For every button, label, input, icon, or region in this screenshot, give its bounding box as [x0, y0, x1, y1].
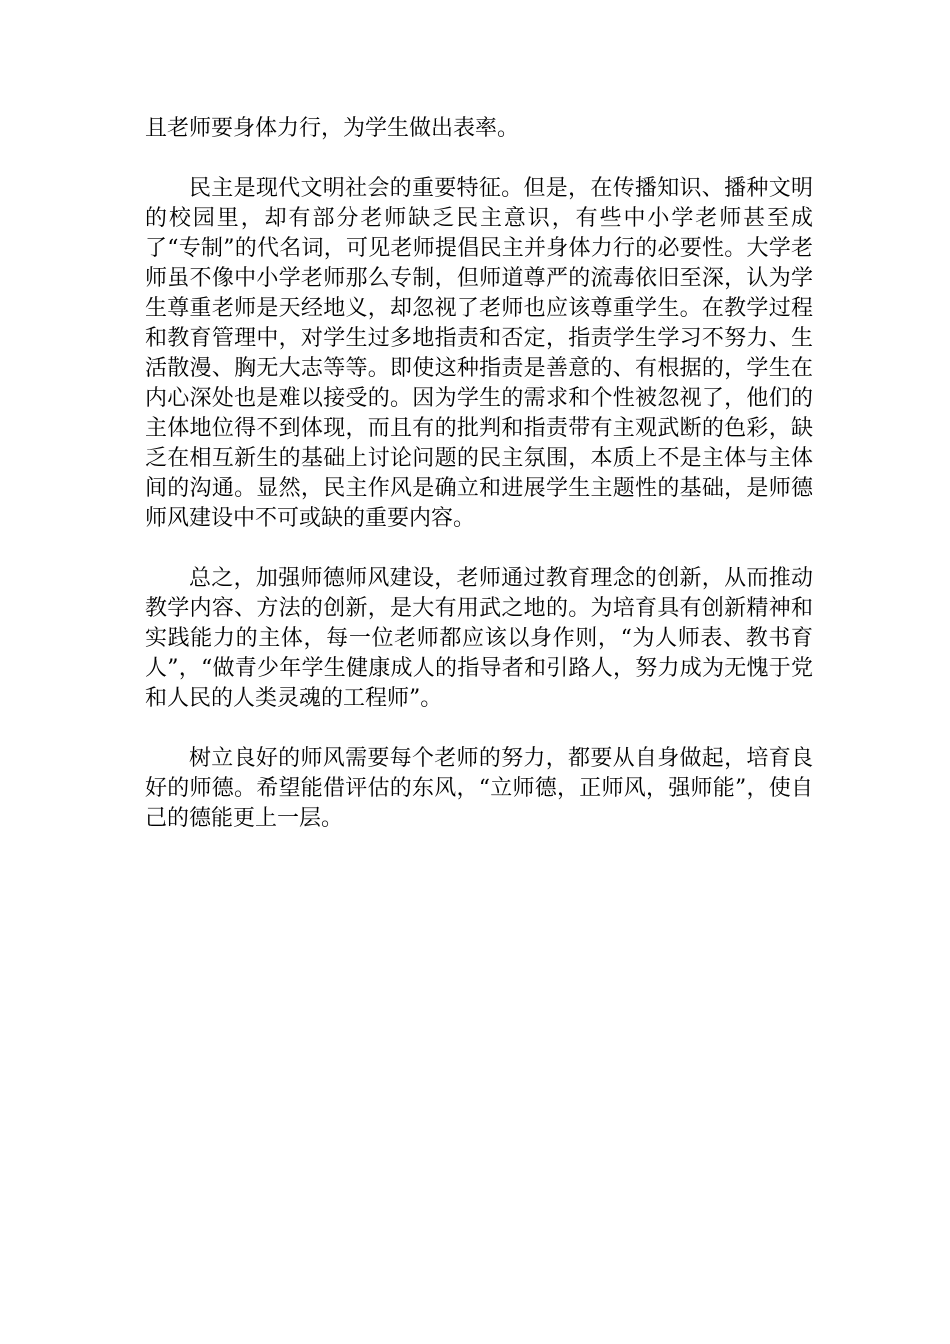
paragraph-gap: [145, 714, 813, 744]
paragraph-gap: [145, 144, 813, 174]
paragraph-democracy: 民主是现代文明社会的重要特征。但是，在传播知识、播种文明的校园里，却有部分老师缺乏民主意识，有些中小学老师甚至成了“专制”的代名词，可见老师提倡民主并身体力行的必要性。大学老师虽不像中小学老师那么专制，但师道尊严的流毒依旧至深，认为学生尊重老师是天经地义，却忽视了老师也应该尊重学生。在教学过程和教育管理中，对学生过多地指责和否定，指责学生学习不努力、生活散漫、胸无大志等等。即使这种指责是善意的、有根据的，学生在内心深处也是难以接受的。因为学生的需求和个性被忽视了，他们的主体地位得不到体现，而且有的批判和指责带有主观武断的色彩，缺乏在相互新生的基础上讨论问题的民主氛围，本质上不是主体与主体间的沟通。显然，民主作风是确立和进展学生主题性的基础，是师德师风建设中不可或缺的重要内容。: [145, 176, 813, 531]
paragraph-summary: 总之，加强师德师风建设，老师通过教育理念的创新，从而推动教学内容、方法的创新，是大有用武之地的。为培育具有创新精神和实践能力的主体，每一位老师都应该以身作则，“为人师表、教书育人”，“做青少年学生健康成人的指导者和引路人，努力成为无愧于党和人民的人类灵魂的工程师”。: [145, 566, 813, 711]
paragraph-gap: [145, 534, 813, 564]
document-body: [145, 114, 813, 834]
paragraph-continuation: 且老师要身体力行，为学生做出表率。: [145, 116, 520, 141]
paragraph-conclusion: 树立良好的师风需要每个老师的努力，都要从自身做起，培育良好的师德。希望能借评估的东风，“立师德，正师风，强师能”，使自己的德能更上一层。: [145, 746, 813, 831]
